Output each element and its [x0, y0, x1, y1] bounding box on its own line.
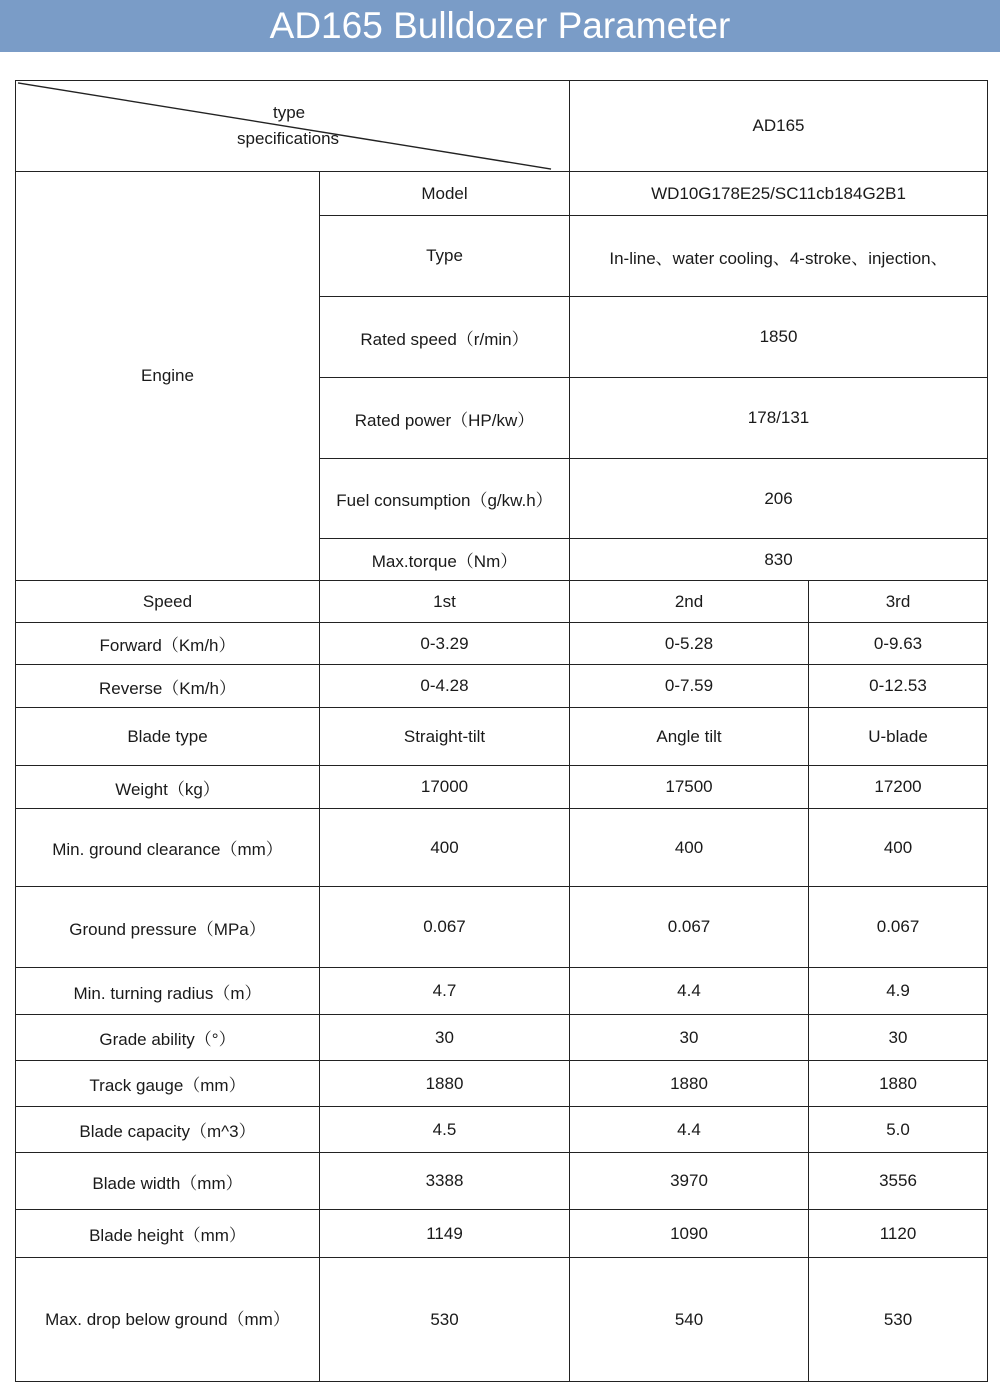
blade-param: Max. drop below ground（mm） — [16, 1258, 320, 1382]
blade-value: 17200 — [809, 766, 988, 809]
engine-param: Rated power（HP/kw） — [320, 378, 570, 459]
header-row — [16, 81, 988, 172]
blade-row — [16, 1107, 988, 1153]
blade-value: 17000 — [320, 766, 570, 809]
blade-row — [16, 887, 988, 968]
blade-row — [16, 809, 988, 887]
speed-header-row — [16, 581, 988, 623]
speed-value: 0-3.29 — [320, 623, 570, 665]
blade-row — [16, 1015, 988, 1061]
type-label: type — [273, 103, 306, 122]
engine-label: Engine — [16, 172, 320, 581]
blade-value: 530 — [809, 1258, 988, 1382]
blade-param: Grade ability（°） — [16, 1015, 320, 1061]
engine-value: 830 — [570, 539, 988, 581]
blade-param: Ground pressure（MPa） — [16, 887, 320, 968]
blade-param: Blade height（mm） — [16, 1210, 320, 1258]
blade-value: 0.067 — [809, 887, 988, 968]
blade-param: Blade capacity（m^3） — [16, 1107, 320, 1153]
blade-value: 3970 — [570, 1153, 809, 1210]
blade-value: 1090 — [570, 1210, 809, 1258]
engine-param: Max.torque（Nm） — [320, 539, 570, 581]
blade-param: Blade width（mm） — [16, 1153, 320, 1210]
blade-value: 400 — [570, 809, 809, 887]
blade-value: 530 — [320, 1258, 570, 1382]
blade-value: 1120 — [809, 1210, 988, 1258]
speed-value: 0-7.59 — [570, 665, 809, 708]
blade-value: 30 — [320, 1015, 570, 1061]
blade-row — [16, 1258, 988, 1382]
blade-value: 0.067 — [570, 887, 809, 968]
diagonal-header-cell — [16, 81, 570, 172]
blade-value: 17500 — [570, 766, 809, 809]
blade-row — [16, 1153, 988, 1210]
blade-param: Min. turning radius（m） — [16, 968, 320, 1015]
engine-value: 1850 — [570, 297, 988, 378]
blade-value: 540 — [570, 1258, 809, 1382]
speed-header-cell: 1st — [320, 581, 570, 623]
speed-value: 0-5.28 — [570, 623, 809, 665]
blade-value: 400 — [320, 809, 570, 887]
blade-header-cell: Blade type — [16, 708, 320, 766]
blade-param: Min. ground clearance（mm） — [16, 809, 320, 887]
blade-value: 4.4 — [570, 968, 809, 1015]
engine-value: WD10G178E25/SC11cb184G2B1 — [570, 172, 988, 216]
engine-param: Fuel consumption（g/kw.h） — [320, 459, 570, 539]
engine-param: Rated speed（r/min） — [320, 297, 570, 378]
blade-param: Weight（kg） — [16, 766, 320, 809]
blade-value: 3556 — [809, 1153, 988, 1210]
blade-row — [16, 1210, 988, 1258]
blade-value: 30 — [570, 1015, 809, 1061]
engine-row — [16, 172, 988, 216]
engine-value: 178/131 — [570, 378, 988, 459]
blade-value: 1880 — [320, 1061, 570, 1107]
blade-row — [16, 968, 988, 1015]
blade-value: 30 — [809, 1015, 988, 1061]
blade-value: 5.0 — [809, 1107, 988, 1153]
blade-value: 1880 — [570, 1061, 809, 1107]
engine-param: Type — [320, 216, 570, 297]
blade-value: 4.5 — [320, 1107, 570, 1153]
blade-header-cell: Straight-tilt — [320, 708, 570, 766]
blade-row — [16, 766, 988, 809]
blade-header-row — [16, 708, 988, 766]
speed-header-cell: 3rd — [809, 581, 988, 623]
speed-value: 0-4.28 — [320, 665, 570, 708]
blade-value: 4.9 — [809, 968, 988, 1015]
engine-value: 206 — [570, 459, 988, 539]
blade-value: 1880 — [809, 1061, 988, 1107]
blade-header-cell: U-blade — [809, 708, 988, 766]
speed-param: Forward（Km/h） — [16, 623, 320, 665]
speed-header-cell: 2nd — [570, 581, 809, 623]
blade-value: 4.7 — [320, 968, 570, 1015]
blade-value: 3388 — [320, 1153, 570, 1210]
blade-param: Track gauge（mm） — [16, 1061, 320, 1107]
blade-value: 0.067 — [320, 887, 570, 968]
page-title: AD165 Bulldozer Parameter — [0, 0, 1000, 52]
engine-param: Model — [320, 172, 570, 216]
specifications-label: specifications — [237, 129, 340, 148]
diagonal-line — [16, 81, 569, 171]
blade-header-cell: Angle tilt — [570, 708, 809, 766]
spec-table — [15, 80, 988, 1382]
blade-value: 400 — [809, 809, 988, 887]
speed-row — [16, 665, 988, 708]
blade-value: 4.4 — [570, 1107, 809, 1153]
speed-value: 0-9.63 — [809, 623, 988, 665]
speed-header-cell: Speed — [16, 581, 320, 623]
blade-row — [16, 1061, 988, 1107]
speed-param: Reverse（Km/h） — [16, 665, 320, 708]
engine-value: In-line、water cooling、4-stroke、injection、 — [570, 216, 988, 297]
blade-value: 1149 — [320, 1210, 570, 1258]
speed-value: 0-12.53 — [809, 665, 988, 708]
speed-row — [16, 623, 988, 665]
model-name-cell: AD165 — [570, 81, 988, 172]
